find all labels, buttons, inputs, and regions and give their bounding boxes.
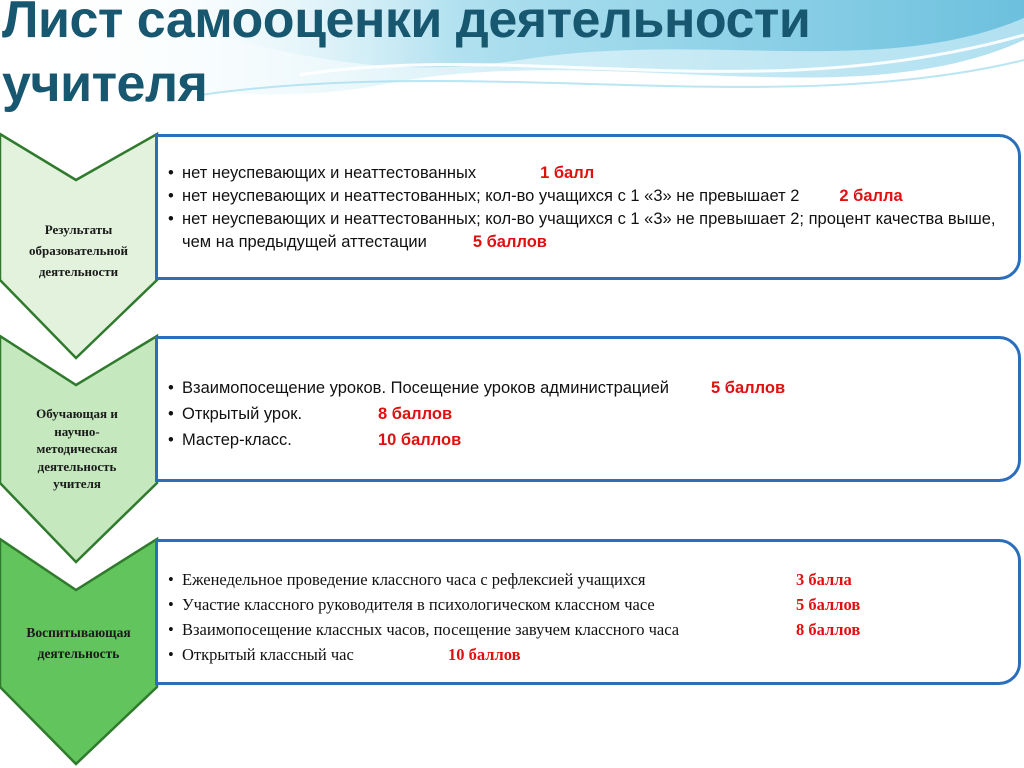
item-points: 10 баллов — [378, 431, 462, 449]
section-1-list — [158, 137, 1018, 254]
item-text: Участие классного руководителя в психологическом классном часе — [182, 595, 655, 614]
list-item — [158, 162, 1018, 185]
item-points: 3 балла — [796, 570, 852, 589]
list-item — [158, 208, 1018, 254]
list-item — [158, 642, 1018, 667]
item-points: 8 баллов — [378, 405, 453, 423]
item-text: Взаимопосещение уроков. Посещение уроков администрацией — [182, 379, 669, 397]
item-points: 5 баллов — [711, 379, 786, 397]
item-points: 5 баллов — [796, 595, 861, 614]
list-item — [158, 427, 1018, 453]
list-item — [158, 617, 1018, 642]
item-text: нет неуспевающих и неаттестованных; кол-во учащихся с 1 «3» не превышает 2 — [182, 187, 800, 205]
list-item — [158, 375, 1018, 401]
list-item — [158, 185, 1018, 208]
section-2-list — [158, 339, 1018, 453]
section-2-label: Обучающая и научно-методическая деятельность учителя — [36, 406, 118, 491]
item-text: Еженедельное проведение классного часа с рефлексией учащихся — [182, 570, 646, 589]
section-1-box — [155, 134, 1021, 280]
item-text: Мастер-класс. — [182, 431, 292, 449]
item-points: 1 балл — [540, 164, 595, 182]
section-2-box — [155, 336, 1021, 482]
item-points: 10 баллов — [448, 645, 521, 664]
item-text: Открытый классный час — [182, 645, 354, 664]
list-item — [158, 592, 1018, 617]
item-text: нет неуспевающих и неаттестованных; кол-во учащихся с 1 «3» не превышает 2; процент качества выше, чем на предыдущей аттестации — [182, 210, 996, 251]
item-text: нет неуспевающих и неаттестованных — [182, 164, 477, 182]
section-1-label: Результаты образовательной деятельности — [28, 222, 129, 279]
item-points: 8 баллов — [796, 620, 861, 639]
section-3-label: Воспитывающая деятельность — [26, 625, 131, 661]
list-item — [158, 567, 1018, 592]
item-points: 5 баллов — [472, 233, 547, 251]
list-item — [158, 401, 1018, 427]
section-3-box — [155, 539, 1021, 685]
page-title: Лист самооценки деятельности учителя — [2, 0, 811, 113]
section-3-list — [158, 542, 1018, 667]
item-points: 2 балла — [839, 187, 903, 205]
item-text: Взаимопосещение классных часов, посещение завучем классного часа — [182, 620, 680, 639]
item-text: Открытый урок. — [182, 405, 303, 423]
